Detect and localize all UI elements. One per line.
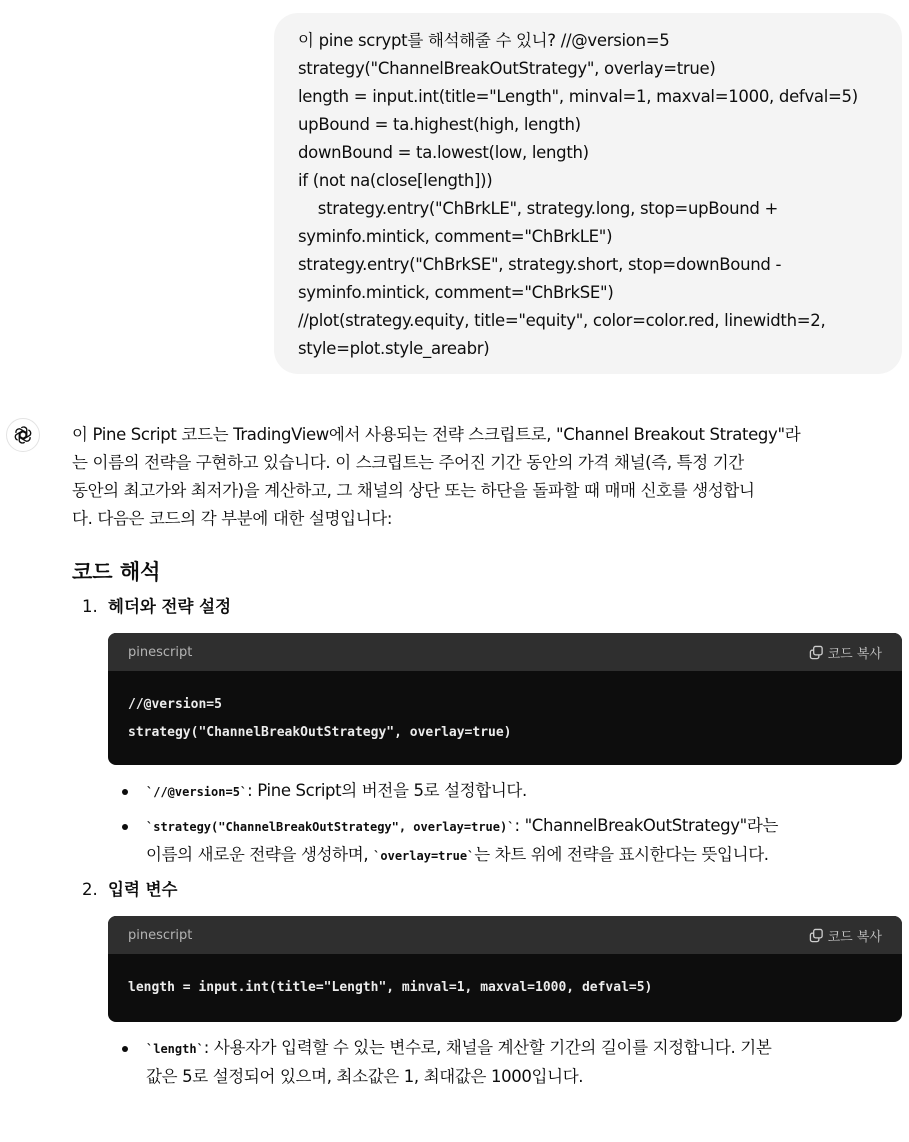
inline-code: `overlay=true`	[373, 849, 475, 863]
section-heading: 코드 해석	[72, 560, 161, 584]
user-message-bubble	[274, 13, 902, 374]
bullet-list	[118, 1034, 902, 1091]
list-item	[118, 777, 902, 806]
copy-icon	[809, 645, 824, 660]
intro-line: 이 Pine Script 코드는 TradingView에서 사용되는 전략 스크립트로, "Channel Breakout Strategy"라	[72, 425, 801, 444]
code-block-header	[108, 633, 902, 671]
openai-logo-icon	[13, 425, 33, 445]
intro-line: 동안의 최고가와 최저가)을 계산하고, 그 채널의 상단 또는 하단을 돌파할 때 매매 신호를 생성합니	[72, 481, 755, 500]
bullet-text: 는 차트 위에 전략을 표시한다는 뜻입니다.	[474, 845, 769, 864]
code-content: //@version=5 strategy("ChannelBreakOutStrategy", overlay=true)	[128, 697, 512, 740]
user-message-line: strategy.entry("ChBrkSE", strategy.short, stop=downBound -	[298, 255, 782, 274]
bullet-list	[118, 777, 902, 870]
copy-code-label: 코드 복사	[827, 646, 882, 662]
inline-code: `//@version=5`	[146, 785, 248, 799]
copy-icon	[809, 928, 824, 943]
user-message-line: style=plot.style_areabr)	[298, 339, 490, 358]
inline-code: `strategy("ChannelBreakOutStrategy", overlay=true)`	[146, 820, 515, 834]
item-number: 2.	[82, 880, 98, 899]
copy-code-button[interactable]	[809, 926, 882, 945]
code-content: length = input.int(title="Length", minval=1, maxval=1000, defval=5)	[128, 980, 653, 995]
item-number: 1.	[82, 597, 98, 616]
item-title: 입력 변수	[108, 880, 178, 899]
copy-code-label: 코드 복사	[827, 929, 882, 945]
code-block	[108, 633, 902, 765]
user-message-line: syminfo.mintick, comment="ChBrkSE")	[298, 283, 614, 302]
user-message-line: downBound = ta.lowest(low, length)	[298, 143, 589, 162]
user-message-line: 이 pine scrypt를 해석해줄 수 있니? //@version=5	[298, 31, 670, 50]
code-language-label: pinescript	[128, 927, 193, 943]
user-message-line: length = input.int(title="Length", minval=1, maxval=1000, defval=5)	[298, 87, 858, 106]
assistant-avatar	[6, 418, 40, 452]
code-block	[108, 916, 902, 1022]
intro-line: 는 이름의 전략을 구현하고 있습니다. 이 스크립트는 주어진 기간 동안의 가격 채널(즉, 특정 기간	[72, 453, 744, 472]
user-message-line: upBound = ta.highest(high, length)	[298, 115, 581, 134]
bullet-text: : 사용자가 입력할 수 있는 변수로, 채널을 계산할 기간의 길이를 지정합니다. 기본	[203, 1038, 772, 1057]
intro-line: 다. 다음은 코드의 각 부분에 대한 설명입니다:	[72, 509, 393, 528]
bullet-text: 이름의 새로운 전략을 생성하며,	[146, 845, 374, 864]
list-item	[118, 812, 902, 870]
user-message-line: syminfo.mintick, comment="ChBrkLE")	[298, 227, 613, 246]
numbered-item-header	[82, 593, 902, 621]
inline-code: `length`	[146, 1042, 204, 1056]
code-block-header	[108, 916, 902, 954]
user-message-line: strategy("ChannelBreakOutStrategy", overlay=true)	[298, 59, 716, 78]
bullet-text: : Pine Script의 버전을 5로 설정합니다.	[247, 781, 527, 800]
code-language-label: pinescript	[128, 644, 193, 660]
numbered-item-header	[82, 876, 902, 904]
intro-paragraph	[72, 421, 902, 533]
bullet-text: 값은 5로 설정되어 있으며, 최소값은 1, 최대값은 1000입니다.	[146, 1067, 584, 1086]
item-title: 헤더와 전략 설정	[108, 597, 232, 616]
user-message-line: //plot(strategy.equity, title="equity", color=color.red, linewidth=2,	[298, 311, 826, 330]
list-item	[118, 1034, 902, 1091]
bullet-text: : "ChannelBreakOutStrategy"라는	[514, 816, 779, 835]
assistant-message	[72, 421, 902, 1097]
copy-code-button[interactable]	[809, 643, 882, 662]
user-message-line: if (not na(close[length]))	[298, 171, 493, 190]
user-message-line: strategy.entry("ChBrkLE", strategy.long, stop=upBound +	[298, 199, 779, 218]
